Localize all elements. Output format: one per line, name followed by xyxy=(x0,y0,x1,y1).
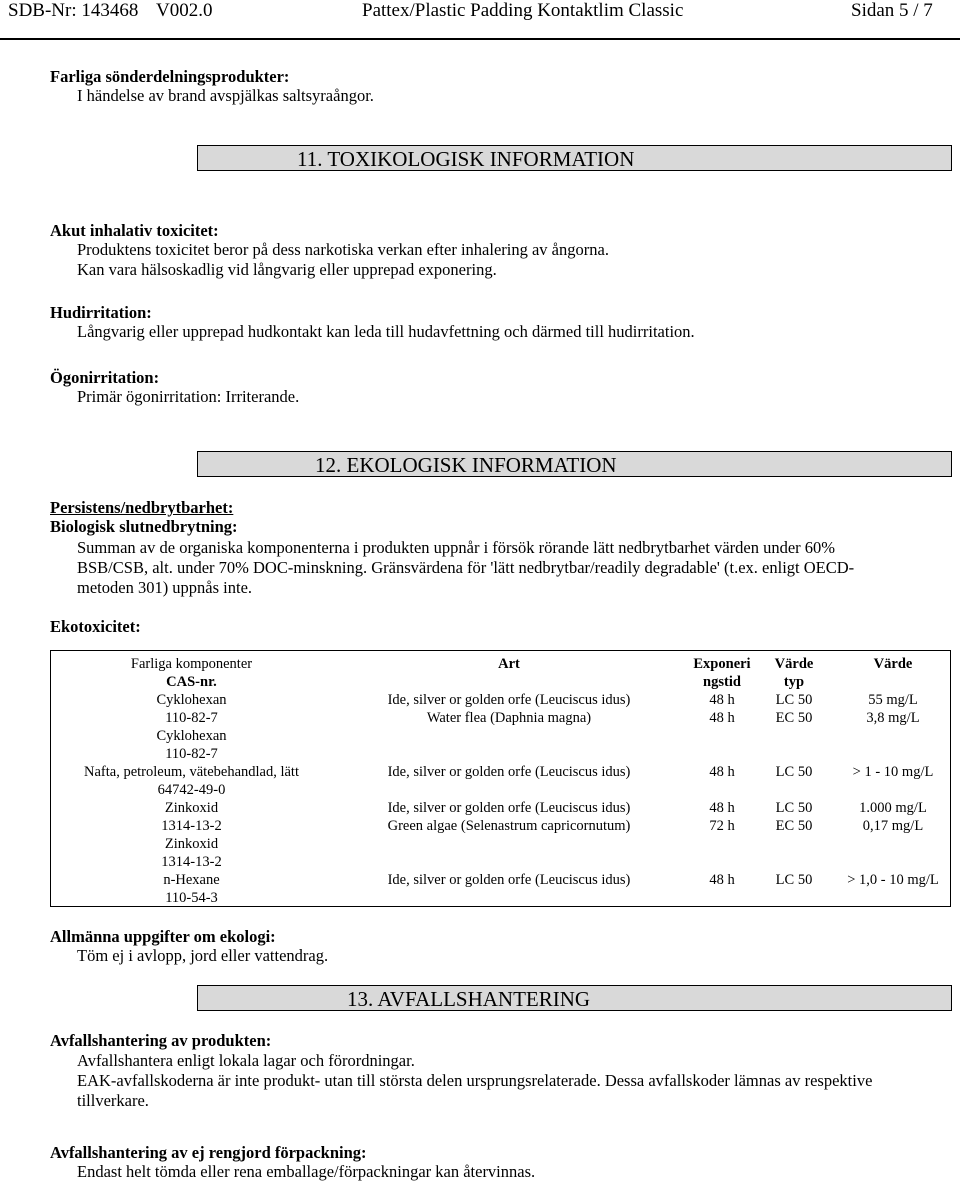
skin-irritation-label: Hudirritation: xyxy=(50,303,152,322)
component-cell: 1314-13-2 xyxy=(161,854,222,870)
sdb-number: SDB-Nr: 143468 xyxy=(8,0,139,21)
ecotoxicity-table xyxy=(50,650,951,907)
packaging-disposal-label: Avfallshantering av ej rengjord förpackning: xyxy=(50,1143,367,1162)
exposure-cell: 48 h xyxy=(709,800,735,816)
acute-toxicity-line2: Kan vara hälsoskadlig vid långvarig eller upprepad exponering. xyxy=(77,260,497,279)
header-exposure-line2: ngstid xyxy=(703,674,741,690)
art-cell: Green algae (Selenastrum capricornutum) xyxy=(387,818,631,834)
decomposition-text: I händelse av brand avspjälkas saltsyraångor. xyxy=(77,86,374,105)
version: V002.0 xyxy=(156,0,213,21)
art-cell: Ide, silver or golden orfe (Leuciscus idus) xyxy=(387,872,631,888)
general-ecology-label: Allmänna uppgifter om ekologi: xyxy=(50,927,276,946)
component-cell: Cyklohexan xyxy=(156,692,227,708)
component-cell: Zinkoxid xyxy=(164,800,219,816)
value-cell: 55 mg/L xyxy=(868,692,918,708)
header-cas: CAS-nr. xyxy=(166,674,217,690)
art-cell: Ide, silver or golden orfe (Leuciscus idus) xyxy=(387,764,631,780)
component-cell: 64742-49-0 xyxy=(157,782,226,798)
general-ecology-text: Töm ej i avlopp, jord eller vattendrag. xyxy=(77,946,329,965)
exposure-cell: 48 h xyxy=(709,764,735,780)
header-value-type xyxy=(766,655,822,691)
art-cell: Water flea (Daphnia magna) xyxy=(426,710,592,726)
exposure-cell: 48 h xyxy=(709,710,735,726)
section-13-heading xyxy=(197,985,952,1011)
section-11-heading xyxy=(197,145,952,171)
exposure-cell: 48 h xyxy=(709,872,735,888)
component-cell: 110-82-7 xyxy=(165,746,218,762)
product-disposal-label: Avfallshantering av produkten: xyxy=(50,1031,272,1050)
value-type-cell: LC 50 xyxy=(775,764,813,780)
art-cell: Ide, silver or golden orfe (Leuciscus idus) xyxy=(387,800,631,816)
exposure-cell: 72 h xyxy=(709,818,735,834)
header-value xyxy=(835,655,951,673)
value-type-cell: EC 50 xyxy=(775,710,813,726)
biodegradation-label: Biologisk slutnedbrytning: xyxy=(50,517,238,536)
art-cell: Ide, silver or golden orfe (Leuciscus idus) xyxy=(387,692,631,708)
value-cell: > 1,0 - 10 mg/L xyxy=(847,872,939,888)
section-12-heading xyxy=(197,451,952,477)
eye-irritation-text: Primär ögonirritation: Irriterande. xyxy=(77,387,300,406)
component-cell: n-Hexane xyxy=(163,872,220,888)
product-disposal-line3: tillverkare. xyxy=(77,1091,149,1110)
value-type-cell: LC 50 xyxy=(775,872,813,888)
header-value-type-line2: typ xyxy=(783,674,805,690)
header-value-type-line1: Värde xyxy=(774,656,814,672)
biodegradation-line3: metoden 301) uppnås inte. xyxy=(77,578,253,597)
value-type-cell: LC 50 xyxy=(775,692,813,708)
value-cell: > 1 - 10 mg/L xyxy=(852,764,934,780)
eye-irritation-label: Ögonirritation: xyxy=(50,368,160,387)
section-13-title: 13. AVFALLSHANTERING xyxy=(347,987,591,1011)
component-cell: 1314-13-2 xyxy=(161,818,222,834)
component-cell: Zinkoxid xyxy=(164,836,219,852)
header-components xyxy=(51,655,332,691)
component-cell: Cyklohexan xyxy=(156,728,227,744)
component-cell: 110-82-7 xyxy=(165,710,218,726)
value-cell: 0,17 mg/L xyxy=(862,818,924,834)
component-cell: 110-54-3 xyxy=(165,890,218,906)
ecotoxicity-label: Ekotoxicitet: xyxy=(50,617,141,636)
value-cell: 3,8 mg/L xyxy=(866,710,920,726)
header-components-line1: Farliga komponenter xyxy=(130,656,253,672)
value-type-cell: EC 50 xyxy=(775,818,813,834)
section-11-title: 11. TOXIKOLOGISK INFORMATION xyxy=(297,147,635,171)
packaging-disposal-text: Endast helt tömda eller rena emballage/förpackningar kan återvinnas. xyxy=(77,1162,536,1181)
product-name: Pattex/Plastic Padding Kontaktlim Classic xyxy=(362,0,684,21)
acute-toxicity-line1: Produktens toxicitet beror på dess narkotiska verkan efter inhalering av ångorna. xyxy=(77,240,609,259)
biodegradation-line2: BSB/CSB, alt. under 70% DOC-minskning. Gränsvärdena för 'lätt nedbrytbar/readily degradable' (t.ex. enligt OECD- xyxy=(77,558,855,577)
product-disposal-line1: Avfallshantera enligt lokala lagar och förordningar. xyxy=(77,1051,415,1070)
header-art xyxy=(351,655,667,673)
value-type-cell: LC 50 xyxy=(775,800,813,816)
header-exposure xyxy=(691,655,753,691)
header-exposure-line1: Exponeri xyxy=(693,656,751,672)
section-12-title: 12. EKOLOGISK INFORMATION xyxy=(315,453,617,477)
persistence-label: Persistens/nedbrytbarhet: xyxy=(50,498,234,517)
biodegradation-line1: Summan av de organiska komponenterna i produkten uppnår i försök rörande lätt nedbrytbarhet värden under 60% xyxy=(77,538,836,557)
components-column xyxy=(51,691,332,907)
header-value-text: Värde xyxy=(873,656,913,672)
value-cell: 1.000 mg/L xyxy=(859,800,927,816)
component-cell: Nafta, petroleum, vätebehandlad, lätt xyxy=(84,764,299,780)
decomposition-label: Farliga sönderdelningsprodukter: xyxy=(50,67,290,86)
page-number: Sidan 5 / 7 xyxy=(851,0,933,21)
exposure-cell: 48 h xyxy=(709,692,735,708)
header-art-text: Art xyxy=(498,656,520,672)
header-divider xyxy=(0,38,960,40)
acute-toxicity-label: Akut inhalativ toxicitet: xyxy=(50,221,219,240)
product-disposal-line2: EAK-avfallskoderna är inte produkt- utan till största delen ursprungsrelaterade. Dessa avfallskoder lämnas av respektive xyxy=(77,1071,873,1090)
skin-irritation-text: Långvarig eller upprepad hudkontakt kan leda till hudavfettning och därmed till hudirritation. xyxy=(77,322,695,341)
